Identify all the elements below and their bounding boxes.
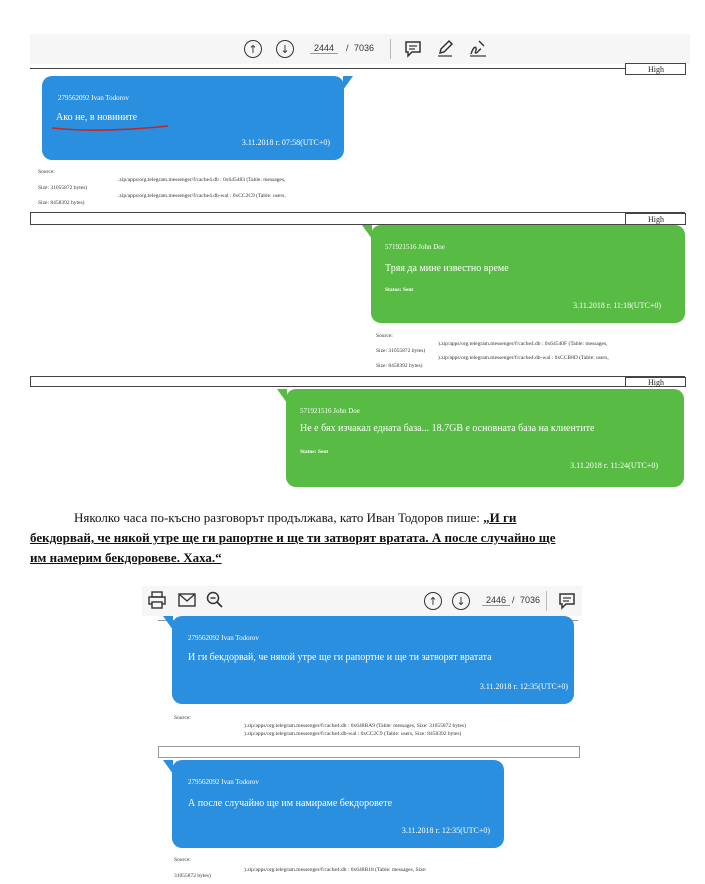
source-path-1: ).zip/apps/org.telegram.messenger/f/cache4.db : 0x648BA9 (Table: messages, Size: 31055872 bytes) [244,723,466,729]
source-size: Size: 31055872 bytes) [376,348,426,354]
message-bubble [371,225,685,323]
message-text: Не е бях изчакал едната база... 18.7GB е основната база на клиентите [300,423,595,434]
priority-cell [625,377,686,387]
message-bubble [42,76,344,160]
source-size: 31055872 bytes) [174,873,211,879]
current-page-input[interactable]: 2446 [482,595,510,606]
source-size: Size: 31055872 bytes) [38,185,88,191]
bubble-tail [362,225,372,239]
pdf-toolbar [30,34,690,64]
row-box [158,746,580,758]
source-label: Source: [174,857,191,863]
message-sender: 279562092 Ivan Todorov [188,634,259,642]
source-label: Source: [38,169,55,175]
source-path-1: .zip/apps/org.telegram.messenger/f/cache4.db : 0x645483 (Table: messages, [118,177,286,183]
message-text: А после случайно ще им намираме бекдоровете [188,798,393,809]
priority-cell [625,213,686,225]
source-path-2: .zip/apps/org.telegram.messenger/f/cache4.db-wal : 0xCC2C9 (Table: users, [118,193,286,199]
paragraph-quote-3: им намерим бекдоровеве. Хаха.“ [30,550,222,565]
bubble-tail [163,616,173,630]
page-up-icon[interactable]: ↑ [244,40,262,58]
message-bubble [172,760,504,848]
zoom-out-icon[interactable] [206,591,224,609]
message-sender: 279562092 Ivan Todorov [188,778,259,786]
bubble-tail [343,76,353,90]
toolbar-divider [546,591,547,611]
message-sender: 279562092 Ivan Todorov [58,94,129,102]
toolbar-divider [390,39,391,59]
source-path-2: ).zip/apps/org.telegram.messenger/f/cache4.db-wal : 0xCC2C9 (Table: users, Size: 8458392 bytes) [244,731,462,737]
message-status: Status: Sent [385,287,414,293]
pdf-toolbar [142,586,582,616]
red-underline-mark [50,122,170,132]
source-size-2: Size: 8458392 bytes) [38,200,85,206]
message-time: 3.11.2018 г. 11:18(UTC+0) [573,301,661,310]
source-path-2: ).zip/apps/org.telegram.messenger/f/cache4.db-wal : 0xCCB8D (Table: users, [438,355,609,361]
paragraph-text: Няколко часа по-късно разговорът продължава, като Иван Тодоров пише: [74,510,484,525]
total-pages: 7036 [354,43,375,53]
message-sender: 571921516 John Doe [300,407,360,415]
priority-label: High [648,64,664,74]
message-time: 3.11.2018 г. 11:24(UTC+0) [570,461,658,470]
page-separator: / [346,43,349,53]
message-status: Status: Sent [300,449,329,455]
paragraph-quote-2: бекдорвай, че някой утре ще ги рапортне и ще ти затворят вратата. А после случайно ще [30,530,556,545]
body-paragraph [30,508,680,568]
message-bubble [286,389,684,487]
source-path-1: ).zip/apps/org.telegram.messenger/f/cache4.db : 0x648B18 (Table: messages, Size: [244,867,427,873]
sign-icon[interactable] [468,39,488,57]
message-time: 3.11.2018 г. 12:35(UTC+0) [401,826,490,835]
row-box [30,213,626,225]
message-text: И ги бекдорвай, че някой утре ще ги рапортне и ще ти затворят вратата [188,652,492,663]
table-row-line [30,68,626,69]
highlight-pen-icon[interactable] [436,39,454,57]
screenshot-2 [0,580,705,884]
priority-cell [625,63,686,75]
message-time: 3.11.2018 г. 07:58(UTC+0) [241,138,330,147]
paragraph-quote-1: „И ги [483,510,517,525]
message-sender: 571921516 John Doe [385,243,445,251]
message-source [38,168,55,177]
comment-icon[interactable] [558,592,576,610]
page-down-icon[interactable]: ↓ [452,592,470,610]
page-separator: / [512,595,515,605]
mail-icon[interactable] [178,592,196,608]
bubble-tail [163,760,173,774]
row-box [30,377,626,387]
source-size-2: Size: 8458392 bytes) [376,363,423,369]
source-label: Source: [376,333,393,339]
page-up-icon[interactable]: ↑ [424,592,442,610]
message-text: Ако не, в новините [56,112,138,123]
message-text: Тряя да мине известно време [385,263,509,274]
page-down-icon[interactable]: ↓ [276,40,294,58]
comment-icon[interactable] [404,40,422,58]
priority-label: High [648,377,664,387]
message-bubble [172,616,574,704]
total-pages: 7036 [520,595,541,605]
source-path-1: ).zip/apps/org.telegram.messenger/f/cache4.db : 0x64540F (Table: messages, [438,341,608,347]
priority-label: High [648,214,664,224]
print-icon[interactable] [148,591,166,609]
source-label: Source: [174,715,191,721]
current-page-input[interactable]: 2444 [310,43,338,54]
bubble-tail [277,389,287,403]
message-time: 3.11.2018 г. 12:35(UTC+0) [479,682,568,691]
